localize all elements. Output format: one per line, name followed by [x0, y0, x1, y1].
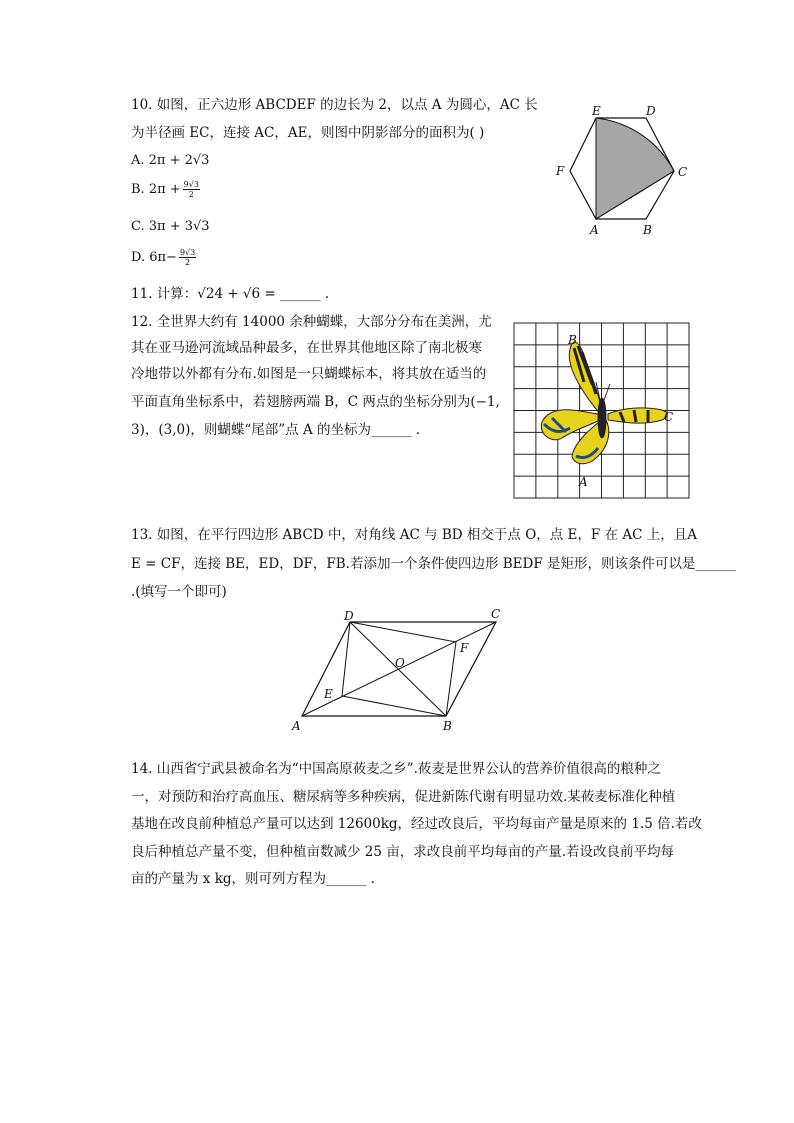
q12-butterfly: [541, 342, 667, 464]
q10-option-c: C. 3π + 3√3: [131, 219, 210, 234]
q10-line-2: 为半径画 EC，连接 AC，AE，则图中阴影部分的面积为( ): [131, 125, 485, 141]
q12-label-b: B: [568, 333, 577, 347]
q10-option-b-numerator: 9√3: [183, 180, 199, 189]
q10-label-c: C: [678, 165, 688, 179]
q10-label-f: F: [556, 164, 565, 178]
q14-line-5: 亩的产量为 x kg，则可列方程为______ .: [131, 871, 376, 887]
q14-line-3: 基地在改良前种植总产量可以达到 12600kg，经过改良后，平均每亩产量是原来的 1.5 倍.若改: [131, 816, 702, 832]
q14-line-1: 14. 山西省宁武县被命名为“中国高原莜麦之乡”.莜麦是世界公认的营养价值很高的粮种之: [131, 761, 661, 777]
q13-label-a: A: [292, 719, 301, 733]
q12-line-4: 平面直角坐标系中，若翅膀两端 B，C 两点的坐标分别为(−1,: [131, 394, 500, 410]
q10-option-b-label: B. 2π +: [131, 182, 181, 197]
q13-line-2: E = CF，连接 BE，ED，DF，FB.若添加一个条件使四边形 BEDF 是矩形，则该条件可以是______: [131, 556, 737, 572]
q12-line-2: 其在亚马逊河流域品种最多，在世界其他地区除了南北极寒: [131, 340, 482, 356]
q13-parallelogram-figure: [288, 604, 508, 736]
q10-shaded-sector: [596, 118, 674, 219]
q13-label-c: C: [491, 607, 501, 621]
q12-line-3: 冷地带以外都有分布.如图是一只蝴蝶标本，将其放在适当的: [131, 366, 487, 382]
q10-label-a: A: [590, 223, 599, 237]
q10-label-b: B: [643, 223, 652, 237]
q10-line-1: 10. 如图，正六边形 ABCDEF 的边长为 2，以点 A 为圆心，AC 长: [131, 97, 538, 113]
q13-label-f: F: [460, 641, 469, 655]
q13-label-d: D: [344, 609, 354, 623]
q13-line-3: .(填写一个即可): [131, 584, 227, 600]
q10-option-d-label: D. 6π−: [131, 250, 177, 265]
q10-option-b-fraction: [183, 180, 200, 199]
q12-butterfly-body: [598, 398, 606, 438]
q14-line-4: 良后种植总产量不变，但种植亩数减少 25 亩，求改良前平均每亩的产量.若设改良前平均每: [131, 844, 675, 860]
q13-line-1: 13. 如图，在平行四边形 ABCD 中，对角线 AC 与 BD 相交于点 O，点 E，F 在 AC 上，且A: [131, 527, 697, 543]
q10-option-d-numerator: 9√3: [179, 248, 196, 257]
q12-label-a: A: [579, 475, 588, 489]
q14-line-2: 一，对预防和治疗高血压、糖尿病等多种疾病，促进新陈代谢有明显功效.某莜麦标准化种植: [131, 789, 676, 805]
q10-label-e: E: [592, 104, 601, 118]
q10-hexagon-figure: [548, 102, 698, 237]
q13-label-b: B: [443, 719, 452, 733]
q12-line-1: 12. 全世界大约有 14000 余种蝴蝶，大部分分布在美洲，尤: [131, 314, 492, 330]
q11-text: 11. 计算：√24 + √6 = ______ .: [131, 286, 330, 302]
q12-label-c: C: [664, 410, 674, 424]
q12-antenna-right: [604, 384, 610, 400]
q10-option-b: [131, 180, 200, 199]
q10-option-d-denominator: 2: [185, 258, 191, 267]
q13-label-e: E: [324, 687, 333, 701]
q10-option-b-denominator: 2: [188, 190, 194, 199]
q10-label-d: D: [646, 104, 656, 118]
q12-line-5: 3)，(3,0)，则蝴蝶“尾部”点 A 的坐标为______ .: [131, 422, 421, 438]
q10-option-d: [131, 248, 196, 267]
q10-option-a: A. 2π + 2√3: [131, 153, 210, 168]
q12-butterfly-figure: [512, 322, 692, 500]
q10-option-d-fraction: [179, 248, 196, 267]
q13-label-o: O: [395, 656, 405, 670]
